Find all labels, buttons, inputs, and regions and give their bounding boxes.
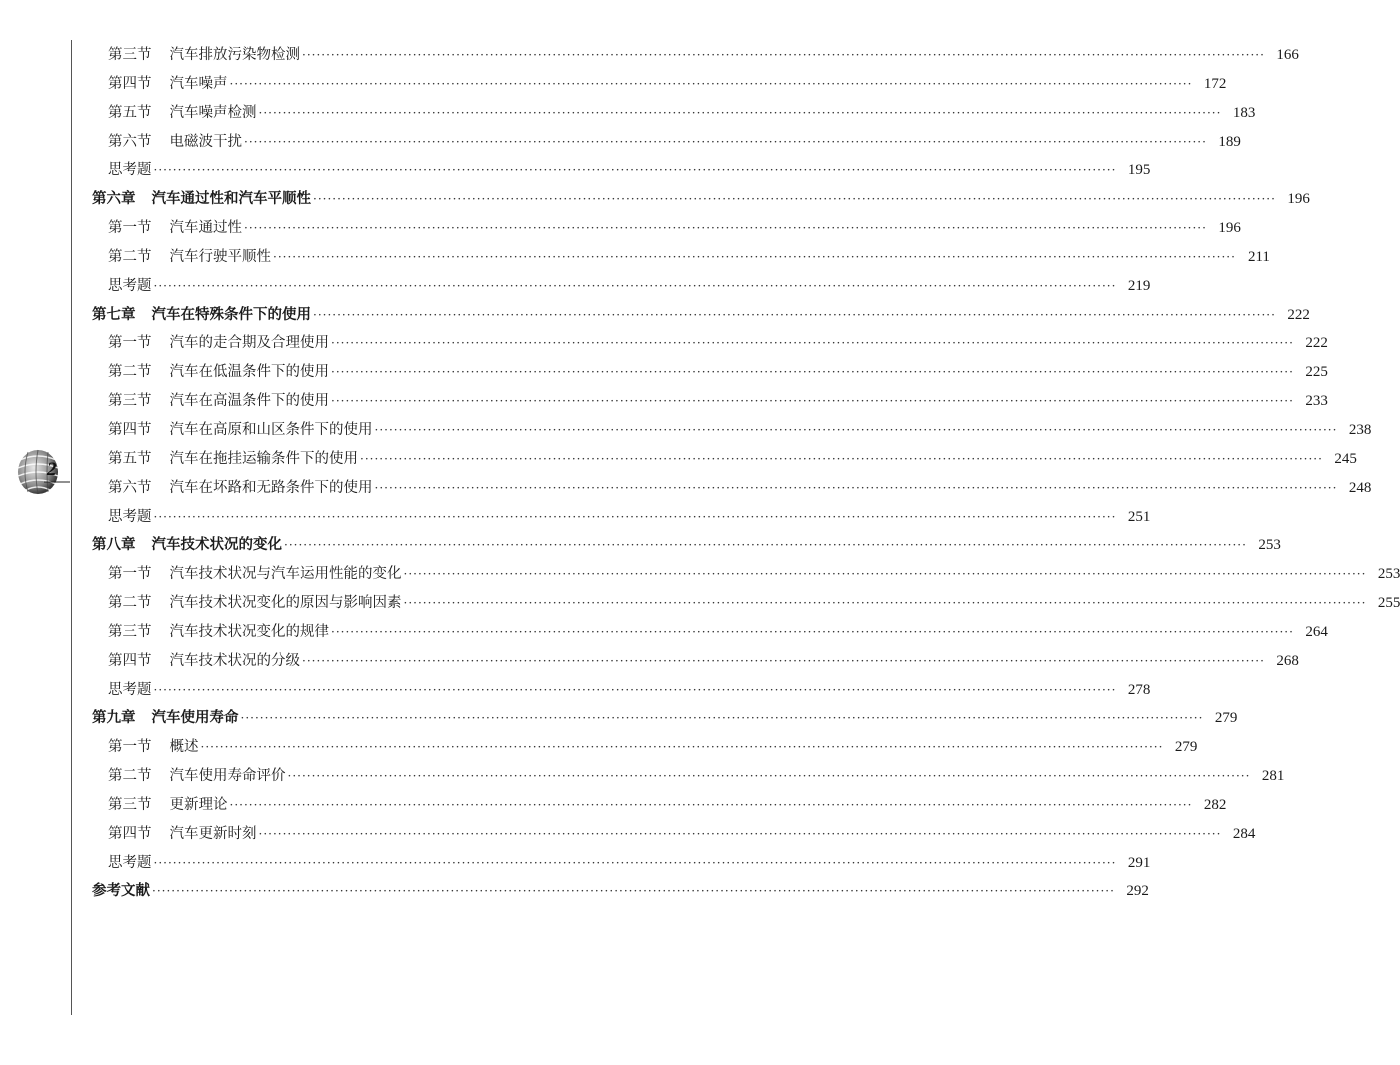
toc-entry-title: 汽车技术状况的分级 bbox=[169, 652, 300, 669]
toc-entry-page: 238 bbox=[1348, 421, 1372, 438]
toc-entry-title: 汽车在拖挂运输条件下的使用 bbox=[169, 450, 358, 467]
dot-leader: ········································································································································································································ bbox=[374, 422, 1338, 437]
toc-entry-number: 第六章 bbox=[92, 191, 136, 208]
toc-entry bbox=[92, 503, 1151, 532]
toc-entry-title: 汽车使用寿命评价 bbox=[169, 768, 286, 785]
toc-entry-page: 278 bbox=[1127, 681, 1151, 698]
toc-entry bbox=[92, 676, 1151, 705]
toc-entry-title: 汽车在低温条件下的使用 bbox=[169, 364, 329, 381]
toc-entry-page: 245 bbox=[1334, 450, 1357, 467]
toc-entry-number: 第六节 bbox=[108, 479, 152, 496]
toc-entry bbox=[92, 474, 1372, 503]
table-of-contents bbox=[92, 41, 1400, 906]
toc-entry-page: 248 bbox=[1348, 479, 1372, 496]
dot-leader: ········································································································································································································ bbox=[152, 884, 1115, 899]
dot-leader: ········································································································································································································ bbox=[313, 192, 1276, 207]
dot-leader: ········································································································································································································ bbox=[240, 711, 1204, 726]
toc-entry-page: 219 bbox=[1127, 277, 1151, 294]
toc-entry-page: 225 bbox=[1305, 364, 1328, 381]
dot-leader: ········································································································································································································ bbox=[302, 653, 1265, 668]
toc-entry-number: 第二节 bbox=[108, 768, 152, 785]
toc-entry-title: 更新理论 bbox=[169, 796, 228, 813]
dot-leader: ········································································································································································································ bbox=[403, 567, 1367, 582]
toc-entry bbox=[92, 214, 1241, 243]
toc-entry-title: 汽车更新时刻 bbox=[169, 825, 257, 842]
toc-entry-title: 汽车使用寿命 bbox=[151, 710, 239, 727]
toc-entry bbox=[92, 272, 1151, 301]
toc-entry-number: 第三节 bbox=[108, 796, 152, 813]
toc-entry-title: 思考题 bbox=[108, 854, 152, 871]
toc-entry-title: 汽车在坏路和无路条件下的使用 bbox=[169, 479, 373, 496]
toc-entry bbox=[92, 243, 1270, 272]
toc-entry bbox=[92, 877, 1149, 906]
toc-entry-page: 222 bbox=[1287, 306, 1310, 323]
toc-entry bbox=[92, 128, 1241, 157]
toc-entry-title: 电磁波干扰 bbox=[169, 133, 242, 150]
toc-entry-number: 第四节 bbox=[108, 652, 152, 669]
toc-entry-title: 汽车在高温条件下的使用 bbox=[169, 393, 329, 410]
toc-entry-title: 汽车的走合期及合理使用 bbox=[169, 335, 329, 352]
toc-entry-page: 279 bbox=[1174, 739, 1198, 756]
toc-entry-title: 概述 bbox=[169, 739, 199, 756]
toc-entry-number: 第五节 bbox=[108, 450, 152, 467]
toc-entry bbox=[92, 618, 1328, 647]
toc-entry-number: 第四节 bbox=[108, 825, 152, 842]
toc-entry-title: 汽车在特殊条件下的使用 bbox=[151, 306, 311, 323]
dot-leader: ········································································································································································································ bbox=[244, 134, 1207, 149]
toc-entry bbox=[92, 531, 1281, 560]
toc-entry-page: 166 bbox=[1276, 47, 1299, 63]
dot-leader: ········································································································································································································ bbox=[258, 105, 1222, 120]
toc-entry-page: 292 bbox=[1126, 883, 1149, 900]
toc-entry-number: 第四节 bbox=[108, 75, 152, 92]
dot-leader: ········································································································································································································ bbox=[153, 278, 1117, 293]
toc-entry bbox=[92, 733, 1198, 762]
toc-entry bbox=[92, 41, 1299, 70]
toc-entry-page: 172 bbox=[1203, 75, 1227, 92]
toc-entry-title: 思考题 bbox=[108, 508, 152, 525]
toc-entry-title: 汽车排放污染物检测 bbox=[169, 47, 300, 63]
margin-rule bbox=[71, 40, 72, 1015]
dot-leader: ········································································································································································································ bbox=[153, 163, 1117, 178]
toc-entry-title: 汽车技术状况的变化 bbox=[151, 537, 282, 554]
toc-entry bbox=[92, 849, 1151, 878]
dot-leader: ········································································································································································································ bbox=[153, 682, 1117, 697]
toc-entry-number: 第一节 bbox=[108, 739, 152, 756]
toc-entry-page: 253 bbox=[1258, 537, 1281, 554]
toc-entry-page: 282 bbox=[1203, 796, 1227, 813]
page-badge-globe-icon bbox=[14, 446, 70, 498]
toc-entry-title: 汽车在高原和山区条件下的使用 bbox=[169, 421, 373, 438]
dot-leader: ········································································································································································································ bbox=[229, 76, 1193, 91]
dot-leader: ········································································································································································································ bbox=[302, 48, 1265, 62]
toc-entry bbox=[92, 589, 1400, 618]
toc-entry-number: 第六节 bbox=[108, 133, 152, 150]
dot-leader: ········································································································································································································ bbox=[374, 480, 1338, 495]
toc-entry-title: 汽车行驶平顺性 bbox=[169, 248, 271, 265]
toc-entry-page: 195 bbox=[1127, 162, 1151, 179]
dot-leader: ········································································································································································································ bbox=[153, 855, 1117, 870]
toc-entry-page: 222 bbox=[1305, 335, 1328, 352]
toc-entry-page: 264 bbox=[1305, 623, 1328, 640]
toc-entry-number: 第四节 bbox=[108, 421, 152, 438]
toc-entry bbox=[92, 301, 1310, 330]
toc-entry-number: 第二节 bbox=[108, 248, 152, 265]
toc-entry bbox=[92, 416, 1372, 445]
toc-entry bbox=[92, 791, 1227, 820]
toc-entry-title: 汽车噪声 bbox=[169, 75, 228, 92]
toc-entry-page: 255 bbox=[1377, 595, 1400, 612]
toc-entry-page: 183 bbox=[1232, 104, 1256, 121]
toc-entry-number: 第九章 bbox=[92, 710, 136, 727]
toc-entry-title: 思考题 bbox=[108, 681, 152, 698]
toc-entry-page: 211 bbox=[1247, 248, 1270, 265]
dot-leader: ········································································································································································································ bbox=[284, 538, 1247, 553]
toc-entry-title: 汽车技术状况变化的规律 bbox=[169, 623, 329, 640]
toc-entry-title: 汽车通过性 bbox=[169, 220, 242, 237]
toc-entry-title: 汽车通过性和汽车平顺性 bbox=[151, 191, 311, 208]
dot-leader: ········································································································································································································ bbox=[313, 307, 1276, 322]
toc-entry bbox=[92, 329, 1328, 358]
toc-entry bbox=[92, 820, 1256, 849]
dot-leader: ········································································································································································································ bbox=[200, 740, 1164, 755]
toc-entry bbox=[92, 99, 1256, 128]
toc-entry-page: 196 bbox=[1218, 220, 1241, 237]
toc-entry-number: 第三节 bbox=[108, 623, 152, 640]
toc-entry bbox=[92, 156, 1151, 185]
toc-entry-page: 284 bbox=[1232, 825, 1256, 842]
toc-entry-page: 291 bbox=[1127, 854, 1151, 871]
toc-entry-number: 第三节 bbox=[108, 47, 152, 63]
toc-entry-page: 268 bbox=[1276, 652, 1299, 669]
toc-entry-title: 参考文献 bbox=[92, 883, 150, 900]
page-number: 2 bbox=[47, 459, 57, 480]
dot-leader: ········································································································································································································ bbox=[331, 624, 1294, 639]
toc-entry bbox=[92, 358, 1328, 387]
toc-entry-page: 251 bbox=[1127, 508, 1151, 525]
toc-entry-page: 233 bbox=[1305, 393, 1328, 410]
toc-entry-number: 第二节 bbox=[108, 364, 152, 381]
toc-entry-title: 思考题 bbox=[108, 162, 152, 179]
toc-entry bbox=[92, 70, 1227, 99]
toc-entry-number: 第一节 bbox=[108, 335, 152, 352]
dot-leader: ········································································································································································································ bbox=[360, 451, 1323, 466]
toc-entry bbox=[92, 185, 1310, 214]
toc-entry-number: 第三节 bbox=[108, 393, 152, 410]
toc-entry bbox=[92, 704, 1238, 733]
toc-entry bbox=[92, 560, 1400, 589]
toc-entry-title: 思考题 bbox=[108, 277, 152, 294]
toc-entry bbox=[92, 387, 1328, 416]
dot-leader: ········································································································································································································ bbox=[287, 769, 1251, 784]
toc-entry bbox=[92, 762, 1285, 791]
toc-entry-title: 汽车噪声检测 bbox=[169, 104, 257, 121]
toc-entry-number: 第八章 bbox=[92, 537, 136, 554]
toc-entry-number: 第七章 bbox=[92, 306, 136, 323]
dot-leader: ········································································································································································································ bbox=[331, 365, 1294, 380]
dot-leader: ········································································································································································································ bbox=[403, 596, 1367, 611]
dot-leader: ········································································································································································································ bbox=[244, 221, 1207, 236]
toc-entry-title: 汽车技术状况变化的原因与影响因素 bbox=[169, 595, 402, 612]
toc-entry bbox=[92, 445, 1357, 474]
dot-leader: ········································································································································································································ bbox=[229, 797, 1193, 812]
toc-entry-title: 汽车技术状况与汽车运用性能的变化 bbox=[169, 566, 402, 583]
dot-leader: ········································································································································································································ bbox=[331, 394, 1294, 409]
dot-leader: ········································································································································································································ bbox=[331, 336, 1294, 351]
toc-entry-page: 189 bbox=[1218, 133, 1241, 150]
toc-entry-number: 第二节 bbox=[108, 595, 152, 612]
toc-entry-page: 281 bbox=[1261, 768, 1285, 785]
toc-entry-page: 196 bbox=[1287, 191, 1310, 208]
toc-entry-number: 第一节 bbox=[108, 566, 152, 583]
globe-icon bbox=[14, 446, 70, 498]
dot-leader: ········································································································································································································ bbox=[153, 509, 1117, 524]
dot-leader: ········································································································································································································ bbox=[258, 826, 1222, 841]
toc-entry-number: 第五节 bbox=[108, 104, 152, 121]
toc-entry-page: 253 bbox=[1377, 566, 1400, 583]
toc-entry bbox=[92, 647, 1299, 676]
toc-entry-number: 第一节 bbox=[108, 220, 152, 237]
dot-leader: ········································································································································································································ bbox=[273, 249, 1236, 264]
toc-entry-page: 279 bbox=[1214, 710, 1238, 727]
